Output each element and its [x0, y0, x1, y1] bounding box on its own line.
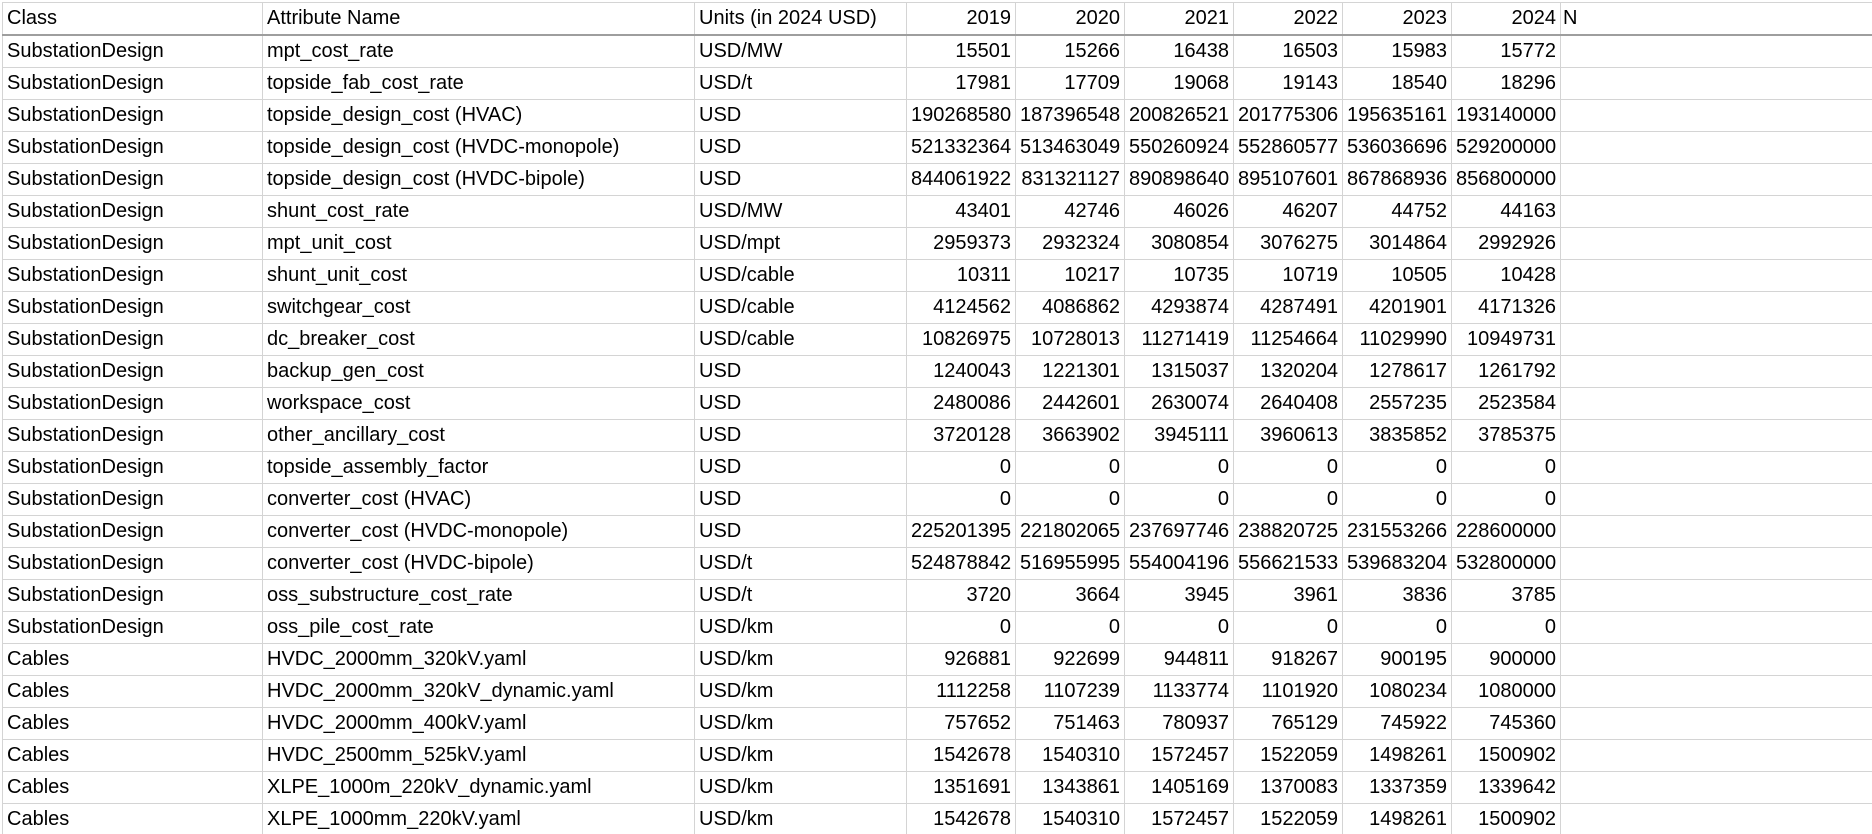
cell-col-class[interactable]: Cables [3, 772, 263, 804]
cell-col-2020[interactable]: 42746 [1016, 196, 1125, 228]
cell-col-2019[interactable]: 1112258 [907, 676, 1016, 708]
cell-col-2023[interactable]: 3836 [1343, 580, 1452, 612]
header-cell-col-units[interactable]: Units (in 2024 USD) [695, 3, 907, 36]
cell-col-units[interactable]: USD/km [695, 676, 907, 708]
cell-col-units[interactable]: USD/km [695, 740, 907, 772]
table-row [3, 452, 1872, 484]
cell-col-2021[interactable]: 3945111 [1125, 420, 1234, 452]
cell-col-2019[interactable]: 1240043 [907, 356, 1016, 388]
cell-col-attribute-name[interactable]: mpt_unit_cost [263, 228, 695, 260]
cell-col-2021[interactable]: 0 [1125, 452, 1234, 484]
cell-col-next[interactable] [1561, 228, 1872, 260]
cell-col-2023[interactable]: 44752 [1343, 196, 1452, 228]
cell-col-next[interactable] [1561, 292, 1872, 324]
cell-col-attribute-name[interactable]: XLPE_1000mm_220kV.yaml [263, 804, 695, 834]
cell-col-2020[interactable]: 3664 [1016, 580, 1125, 612]
cell-col-2021[interactable]: 1405169 [1125, 772, 1234, 804]
cell-col-2021[interactable]: 46026 [1125, 196, 1234, 228]
table-row [3, 580, 1872, 612]
cell-col-next[interactable] [1561, 100, 1872, 132]
cell-col-2023[interactable]: 1337359 [1343, 772, 1452, 804]
cell-col-2021[interactable]: 200826521 [1125, 100, 1234, 132]
cell-col-2022[interactable]: 238820725 [1234, 516, 1343, 548]
cell-col-class[interactable]: SubstationDesign [3, 548, 263, 580]
cell-col-2022[interactable]: 3960613 [1234, 420, 1343, 452]
cell-col-units[interactable]: USD [695, 100, 907, 132]
cell-col-2019[interactable]: 757652 [907, 708, 1016, 740]
cell-col-2024[interactable]: 3785375 [1452, 420, 1561, 452]
table-row [3, 132, 1872, 164]
cell-col-2024[interactable]: 193140000 [1452, 100, 1561, 132]
cell-col-units[interactable]: USD [695, 356, 907, 388]
cell-col-2020[interactable]: 0 [1016, 612, 1125, 644]
cell-col-class[interactable]: SubstationDesign [3, 388, 263, 420]
cell-col-2019[interactable]: 524878842 [907, 548, 1016, 580]
cell-col-2021[interactable]: 1133774 [1125, 676, 1234, 708]
cell-col-2022[interactable]: 3076275 [1234, 228, 1343, 260]
cell-col-next[interactable] [1561, 452, 1872, 484]
cell-col-2020[interactable]: 831321127 [1016, 164, 1125, 196]
cell-col-2020[interactable]: 10728013 [1016, 324, 1125, 356]
table-row [3, 772, 1872, 804]
table-row [3, 356, 1872, 388]
cell-col-2022[interactable]: 10719 [1234, 260, 1343, 292]
cell-col-attribute-name[interactable]: dc_breaker_cost [263, 324, 695, 356]
cell-col-class[interactable]: SubstationDesign [3, 452, 263, 484]
cell-col-2024[interactable]: 1080000 [1452, 676, 1561, 708]
cell-col-2022[interactable]: 1370083 [1234, 772, 1343, 804]
cell-col-2020[interactable]: 1540310 [1016, 804, 1125, 834]
table-row [3, 260, 1872, 292]
cell-col-2024[interactable]: 10949731 [1452, 324, 1561, 356]
cell-col-2022[interactable]: 46207 [1234, 196, 1343, 228]
data-grid [2, 2, 1872, 834]
cell-col-2023[interactable]: 2557235 [1343, 388, 1452, 420]
cell-col-class[interactable]: SubstationDesign [3, 356, 263, 388]
cell-col-2023[interactable]: 195635161 [1343, 100, 1452, 132]
cell-col-units[interactable]: USD [695, 516, 907, 548]
cell-col-attribute-name[interactable]: shunt_unit_cost [263, 260, 695, 292]
cell-col-attribute-name[interactable]: other_ancillary_cost [263, 420, 695, 452]
header-cell-col-2019[interactable]: 2019 [907, 3, 1016, 36]
header-cell-col-2023[interactable]: 2023 [1343, 3, 1452, 36]
cell-col-2020[interactable]: 2442601 [1016, 388, 1125, 420]
cell-col-units[interactable]: USD/cable [695, 260, 907, 292]
cell-col-2020[interactable]: 1343861 [1016, 772, 1125, 804]
cell-col-next[interactable] [1561, 356, 1872, 388]
cell-col-2023[interactable]: 10505 [1343, 260, 1452, 292]
cell-col-attribute-name[interactable]: backup_gen_cost [263, 356, 695, 388]
cell-col-2023[interactable]: 18540 [1343, 68, 1452, 100]
cell-col-2023[interactable]: 867868936 [1343, 164, 1452, 196]
table-row [3, 708, 1872, 740]
cell-col-attribute-name[interactable]: HVDC_2000mm_400kV.yaml [263, 708, 695, 740]
cell-col-units[interactable]: USD/km [695, 804, 907, 834]
header-cell-col-2022[interactable]: 2022 [1234, 3, 1343, 36]
cell-col-attribute-name[interactable]: HVDC_2500mm_525kV.yaml [263, 740, 695, 772]
cell-col-2019[interactable]: 3720 [907, 580, 1016, 612]
cell-col-attribute-name[interactable]: mpt_cost_rate [263, 35, 695, 68]
cell-col-units[interactable]: USD/MW [695, 196, 907, 228]
cell-col-2023[interactable]: 231553266 [1343, 516, 1452, 548]
cell-col-units[interactable]: USD [695, 388, 907, 420]
cell-col-2024[interactable]: 0 [1452, 484, 1561, 516]
cell-col-2019[interactable]: 225201395 [907, 516, 1016, 548]
cell-col-2020[interactable]: 221802065 [1016, 516, 1125, 548]
cell-col-2024[interactable]: 18296 [1452, 68, 1561, 100]
cell-col-attribute-name[interactable]: converter_cost (HVAC) [263, 484, 695, 516]
table-row [3, 516, 1872, 548]
cell-col-2024[interactable]: 529200000 [1452, 132, 1561, 164]
header-cell-col-2024[interactable]: 2024 [1452, 3, 1561, 36]
table-row [3, 196, 1872, 228]
cell-col-2019[interactable]: 2959373 [907, 228, 1016, 260]
cell-col-attribute-name[interactable]: HVDC_2000mm_320kV_dynamic.yaml [263, 676, 695, 708]
cell-col-2024[interactable]: 1500902 [1452, 740, 1561, 772]
cell-col-2024[interactable]: 1500902 [1452, 804, 1561, 834]
table-row [3, 292, 1872, 324]
cell-col-units[interactable]: USD/cable [695, 292, 907, 324]
cell-col-next[interactable] [1561, 740, 1872, 772]
cell-col-2021[interactable]: 0 [1125, 612, 1234, 644]
table-row [3, 420, 1872, 452]
cell-col-attribute-name[interactable]: topside_design_cost (HVDC-monopole) [263, 132, 695, 164]
cell-col-units[interactable]: USD/km [695, 772, 907, 804]
cell-col-2019[interactable]: 4124562 [907, 292, 1016, 324]
cell-col-units[interactable]: USD/cable [695, 324, 907, 356]
cell-col-2024[interactable]: 0 [1452, 452, 1561, 484]
cell-col-2021[interactable]: 11271419 [1125, 324, 1234, 356]
cell-col-next[interactable] [1561, 612, 1872, 644]
cell-col-2020[interactable]: 15266 [1016, 35, 1125, 68]
table-row [3, 324, 1872, 356]
cell-col-2019[interactable]: 0 [907, 484, 1016, 516]
cell-col-class[interactable]: Cables [3, 644, 263, 676]
cell-col-2021[interactable]: 1572457 [1125, 740, 1234, 772]
cell-col-class[interactable]: SubstationDesign [3, 164, 263, 196]
cell-col-attribute-name[interactable]: converter_cost (HVDC-monopole) [263, 516, 695, 548]
header-cell-col-next[interactable]: N [1561, 3, 1872, 36]
cell-col-class[interactable]: SubstationDesign [3, 68, 263, 100]
cell-col-attribute-name[interactable]: switchgear_cost [263, 292, 695, 324]
cell-col-2019[interactable]: 521332364 [907, 132, 1016, 164]
table-row [3, 612, 1872, 644]
cell-col-2024[interactable]: 10428 [1452, 260, 1561, 292]
cell-col-2020[interactable]: 2932324 [1016, 228, 1125, 260]
cell-col-2020[interactable]: 751463 [1016, 708, 1125, 740]
cell-col-2024[interactable]: 228600000 [1452, 516, 1561, 548]
cell-col-next[interactable] [1561, 708, 1872, 740]
cell-col-next[interactable] [1561, 388, 1872, 420]
cell-col-class[interactable]: SubstationDesign [3, 100, 263, 132]
cell-col-2021[interactable]: 3080854 [1125, 228, 1234, 260]
cell-col-2021[interactable]: 1572457 [1125, 804, 1234, 834]
cell-col-2023[interactable]: 539683204 [1343, 548, 1452, 580]
cell-col-2023[interactable]: 4201901 [1343, 292, 1452, 324]
cell-col-2024[interactable]: 15772 [1452, 35, 1561, 68]
table-row [3, 388, 1872, 420]
cell-col-2022[interactable]: 552860577 [1234, 132, 1343, 164]
table-row [3, 484, 1872, 516]
cell-col-2022[interactable]: 765129 [1234, 708, 1343, 740]
cell-col-2021[interactable]: 2630074 [1125, 388, 1234, 420]
cell-col-attribute-name[interactable]: oss_substructure_cost_rate [263, 580, 695, 612]
cell-col-attribute-name[interactable]: oss_pile_cost_rate [263, 612, 695, 644]
cell-col-2020[interactable]: 10217 [1016, 260, 1125, 292]
cell-col-2021[interactable]: 0 [1125, 484, 1234, 516]
cell-col-class[interactable]: SubstationDesign [3, 612, 263, 644]
cell-col-2020[interactable]: 516955995 [1016, 548, 1125, 580]
cell-col-next[interactable] [1561, 35, 1872, 68]
cell-col-class[interactable]: SubstationDesign [3, 260, 263, 292]
cell-col-class[interactable]: SubstationDesign [3, 292, 263, 324]
cell-col-2024[interactable]: 856800000 [1452, 164, 1561, 196]
cell-col-2021[interactable]: 16438 [1125, 35, 1234, 68]
cell-col-2020[interactable]: 1221301 [1016, 356, 1125, 388]
cell-col-units[interactable]: USD [695, 484, 907, 516]
table-row [3, 644, 1872, 676]
cell-col-next[interactable] [1561, 420, 1872, 452]
cell-col-2022[interactable]: 19143 [1234, 68, 1343, 100]
cell-col-2021[interactable]: 944811 [1125, 644, 1234, 676]
cell-col-attribute-name[interactable]: workspace_cost [263, 388, 695, 420]
cell-col-units[interactable]: USD/mpt [695, 228, 907, 260]
cell-col-class[interactable]: Cables [3, 804, 263, 834]
cell-col-2024[interactable]: 745360 [1452, 708, 1561, 740]
cell-col-class[interactable]: SubstationDesign [3, 420, 263, 452]
cell-col-2020[interactable]: 187396548 [1016, 100, 1125, 132]
cell-col-2022[interactable]: 0 [1234, 612, 1343, 644]
cell-col-2023[interactable]: 3835852 [1343, 420, 1452, 452]
cell-col-2019[interactable]: 0 [907, 452, 1016, 484]
cell-col-attribute-name[interactable]: XLPE_1000m_220kV_dynamic.yaml [263, 772, 695, 804]
cell-col-2023[interactable]: 1498261 [1343, 740, 1452, 772]
cell-col-units[interactable]: USD [695, 132, 907, 164]
header-row [3, 3, 1872, 36]
table-row [3, 740, 1872, 772]
cell-col-2022[interactable]: 0 [1234, 484, 1343, 516]
cell-col-2023[interactable]: 745922 [1343, 708, 1452, 740]
cell-col-2022[interactable]: 1522059 [1234, 740, 1343, 772]
cell-col-2021[interactable]: 4293874 [1125, 292, 1234, 324]
table-row [3, 228, 1872, 260]
cell-col-2022[interactable]: 1320204 [1234, 356, 1343, 388]
cell-col-2019[interactable]: 926881 [907, 644, 1016, 676]
cell-col-units[interactable]: USD/km [695, 644, 907, 676]
header-cell-col-attribute-name[interactable]: Attribute Name [263, 3, 695, 36]
cell-col-next[interactable] [1561, 132, 1872, 164]
cell-col-2020[interactable]: 1107239 [1016, 676, 1125, 708]
cell-col-2024[interactable]: 44163 [1452, 196, 1561, 228]
cell-col-next[interactable] [1561, 580, 1872, 612]
cell-col-2024[interactable]: 2992926 [1452, 228, 1561, 260]
cell-col-2020[interactable]: 0 [1016, 484, 1125, 516]
cell-col-2022[interactable]: 16503 [1234, 35, 1343, 68]
cell-col-class[interactable]: SubstationDesign [3, 35, 263, 68]
cell-col-next[interactable] [1561, 548, 1872, 580]
cell-col-2019[interactable]: 0 [907, 612, 1016, 644]
cell-col-2019[interactable]: 10311 [907, 260, 1016, 292]
cell-col-units[interactable]: USD [695, 452, 907, 484]
cell-col-class[interactable]: Cables [3, 740, 263, 772]
cell-col-attribute-name[interactable]: converter_cost (HVDC-bipole) [263, 548, 695, 580]
cell-col-2019[interactable]: 2480086 [907, 388, 1016, 420]
header-cell-col-class[interactable]: Class [3, 3, 263, 36]
cell-col-next[interactable] [1561, 68, 1872, 100]
cell-col-2019[interactable]: 43401 [907, 196, 1016, 228]
cell-col-2022[interactable]: 918267 [1234, 644, 1343, 676]
cell-col-2020[interactable]: 1540310 [1016, 740, 1125, 772]
table-row [3, 100, 1872, 132]
cell-col-2021[interactable]: 237697746 [1125, 516, 1234, 548]
cell-col-class[interactable]: SubstationDesign [3, 228, 263, 260]
cell-col-2021[interactable]: 3945 [1125, 580, 1234, 612]
cell-col-2019[interactable]: 10826975 [907, 324, 1016, 356]
cell-col-2021[interactable]: 19068 [1125, 68, 1234, 100]
cell-col-2023[interactable]: 3014864 [1343, 228, 1452, 260]
cell-col-2022[interactable]: 3961 [1234, 580, 1343, 612]
cell-col-2022[interactable]: 1522059 [1234, 804, 1343, 834]
cell-col-units[interactable]: USD/MW [695, 35, 907, 68]
cell-col-2023[interactable]: 15983 [1343, 35, 1452, 68]
table-row [3, 804, 1872, 834]
cell-col-2022[interactable]: 2640408 [1234, 388, 1343, 420]
cell-col-next[interactable] [1561, 196, 1872, 228]
cell-col-2024[interactable]: 3785 [1452, 580, 1561, 612]
cell-col-next[interactable] [1561, 644, 1872, 676]
cell-col-2019[interactable]: 15501 [907, 35, 1016, 68]
cell-col-2023[interactable]: 0 [1343, 452, 1452, 484]
grid-body [3, 35, 1872, 834]
cell-col-2022[interactable]: 556621533 [1234, 548, 1343, 580]
cell-col-2021[interactable]: 550260924 [1125, 132, 1234, 164]
cell-col-next[interactable] [1561, 676, 1872, 708]
cell-col-attribute-name[interactable]: topside_assembly_factor [263, 452, 695, 484]
cell-col-2020[interactable]: 17709 [1016, 68, 1125, 100]
cell-col-2023[interactable]: 536036696 [1343, 132, 1452, 164]
cell-col-attribute-name[interactable]: topside_fab_cost_rate [263, 68, 695, 100]
cell-col-2022[interactable]: 11254664 [1234, 324, 1343, 356]
table-row [3, 676, 1872, 708]
cell-col-attribute-name[interactable]: shunt_cost_rate [263, 196, 695, 228]
cell-col-attribute-name[interactable]: topside_design_cost (HVDC-bipole) [263, 164, 695, 196]
cell-col-class[interactable]: SubstationDesign [3, 516, 263, 548]
cell-col-units[interactable]: USD/t [695, 68, 907, 100]
header-cell-col-2021[interactable]: 2021 [1125, 3, 1234, 36]
cell-col-next[interactable] [1561, 772, 1872, 804]
cell-col-class[interactable]: SubstationDesign [3, 196, 263, 228]
cell-col-2023[interactable]: 0 [1343, 484, 1452, 516]
cell-col-next[interactable] [1561, 324, 1872, 356]
cell-col-2022[interactable]: 4287491 [1234, 292, 1343, 324]
cell-col-class[interactable]: Cables [3, 676, 263, 708]
cell-col-units[interactable]: USD/t [695, 580, 907, 612]
cell-col-class[interactable]: Cables [3, 708, 263, 740]
cell-col-2021[interactable]: 554004196 [1125, 548, 1234, 580]
cell-col-class[interactable]: SubstationDesign [3, 324, 263, 356]
table-row [3, 68, 1872, 100]
cell-col-2021[interactable]: 890898640 [1125, 164, 1234, 196]
cell-col-2024[interactable]: 900000 [1452, 644, 1561, 676]
cell-col-2023[interactable]: 1080234 [1343, 676, 1452, 708]
cell-col-2021[interactable]: 780937 [1125, 708, 1234, 740]
cell-col-class[interactable]: SubstationDesign [3, 484, 263, 516]
cell-col-next[interactable] [1561, 804, 1872, 834]
cell-col-2019[interactable]: 17981 [907, 68, 1016, 100]
cell-col-2020[interactable]: 4086862 [1016, 292, 1125, 324]
cell-col-next[interactable] [1561, 260, 1872, 292]
cell-col-2021[interactable]: 10735 [1125, 260, 1234, 292]
cell-col-next[interactable] [1561, 484, 1872, 516]
cell-col-attribute-name[interactable]: HVDC_2000mm_320kV.yaml [263, 644, 695, 676]
cell-col-next[interactable] [1561, 516, 1872, 548]
cell-col-class[interactable]: SubstationDesign [3, 132, 263, 164]
cell-col-2024[interactable]: 2523584 [1452, 388, 1561, 420]
cell-col-units[interactable]: USD [695, 164, 907, 196]
cell-col-2019[interactable]: 190268580 [907, 100, 1016, 132]
table-row [3, 164, 1872, 196]
cell-col-2024[interactable]: 532800000 [1452, 548, 1561, 580]
cell-col-2023[interactable]: 0 [1343, 612, 1452, 644]
cell-col-2022[interactable]: 201775306 [1234, 100, 1343, 132]
cell-col-2022[interactable]: 0 [1234, 452, 1343, 484]
cell-col-2023[interactable]: 11029990 [1343, 324, 1452, 356]
cell-col-2019[interactable]: 844061922 [907, 164, 1016, 196]
cell-col-2020[interactable]: 513463049 [1016, 132, 1125, 164]
cell-col-units[interactable]: USD/km [695, 708, 907, 740]
cell-col-2019[interactable]: 1542678 [907, 804, 1016, 834]
cell-col-units[interactable]: USD/t [695, 548, 907, 580]
cell-col-2020[interactable]: 3663902 [1016, 420, 1125, 452]
header-cell-col-2020[interactable]: 2020 [1016, 3, 1125, 36]
cell-col-2024[interactable]: 1261792 [1452, 356, 1561, 388]
cell-col-2023[interactable]: 1278617 [1343, 356, 1452, 388]
cell-col-units[interactable]: USD/km [695, 612, 907, 644]
table-row [3, 548, 1872, 580]
cell-col-2020[interactable]: 0 [1016, 452, 1125, 484]
cell-col-2023[interactable]: 900195 [1343, 644, 1452, 676]
cell-col-2024[interactable]: 1339642 [1452, 772, 1561, 804]
cell-col-2024[interactable]: 0 [1452, 612, 1561, 644]
cell-col-next[interactable] [1561, 164, 1872, 196]
cell-col-attribute-name[interactable]: topside_design_cost (HVAC) [263, 100, 695, 132]
cell-col-units[interactable]: USD [695, 420, 907, 452]
cell-col-2021[interactable]: 1315037 [1125, 356, 1234, 388]
cell-col-class[interactable]: SubstationDesign [3, 580, 263, 612]
cell-col-2019[interactable]: 1351691 [907, 772, 1016, 804]
cell-col-2022[interactable]: 1101920 [1234, 676, 1343, 708]
cell-col-2024[interactable]: 4171326 [1452, 292, 1561, 324]
cell-col-2020[interactable]: 922699 [1016, 644, 1125, 676]
table-row [3, 35, 1872, 68]
cell-col-2019[interactable]: 1542678 [907, 740, 1016, 772]
cell-col-2023[interactable]: 1498261 [1343, 804, 1452, 834]
cell-col-2019[interactable]: 3720128 [907, 420, 1016, 452]
cell-col-2022[interactable]: 895107601 [1234, 164, 1343, 196]
